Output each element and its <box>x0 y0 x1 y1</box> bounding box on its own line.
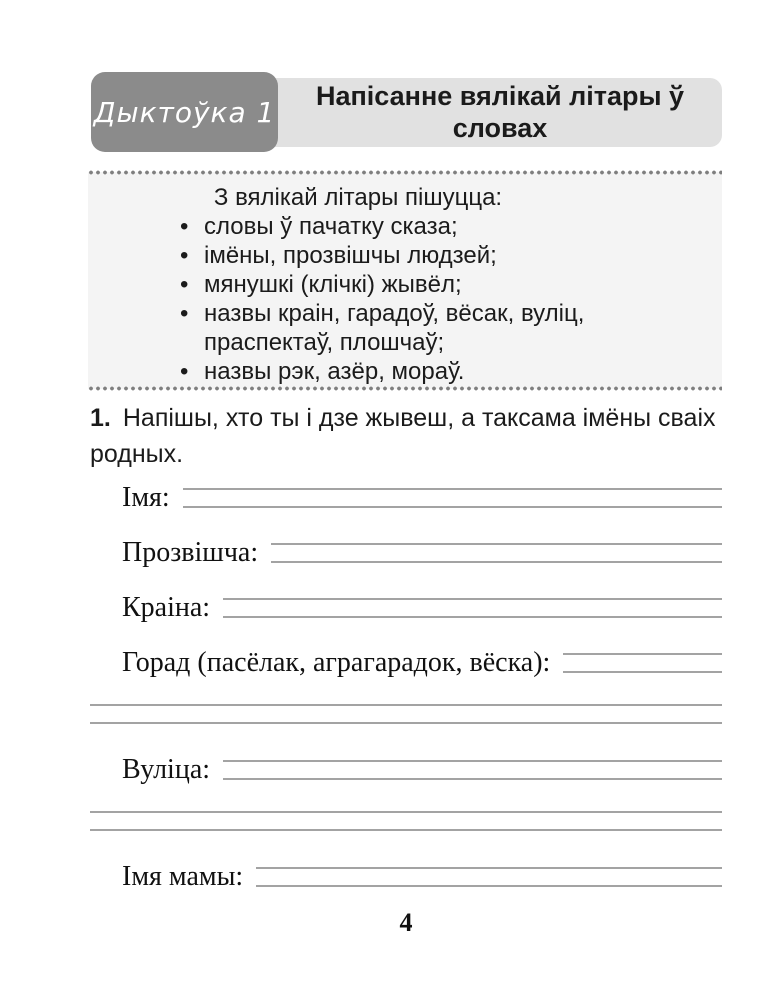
writing-line <box>563 653 722 673</box>
rules-heading: З вялікай літары пішуцца: <box>213 184 503 211</box>
form-field-row <box>90 481 722 515</box>
rules-list-item: • назвы рэк, азёр, мораў. <box>180 357 632 386</box>
rules-list <box>180 212 632 386</box>
lesson-header <box>91 72 722 152</box>
form-field-row <box>90 646 722 680</box>
rules-list-item: • назвы краін, гарадоў, вёсак, вуліц, праспектаў, плошчаў; <box>180 299 632 357</box>
continuation-writing-line <box>90 704 722 724</box>
lesson-title: Напісанне вялікай літары ў словах <box>315 80 685 143</box>
continuation-writing-line <box>90 811 722 831</box>
exercise-number: 1. <box>90 404 111 432</box>
form-field-row <box>90 860 722 894</box>
rules-list-item: • мянушкі (клічкі) жывёл; <box>180 270 632 299</box>
field-label: Горад (пасёлак, аграгарадок, вёска): <box>122 647 551 678</box>
field-label: Вуліца: <box>122 754 211 785</box>
rules-list-item: • словы ў пачатку сказа; <box>180 212 632 241</box>
field-label: Імя мамы: <box>122 861 244 892</box>
writing-line <box>90 811 722 831</box>
exercise-prompt <box>90 400 722 472</box>
form-field-row <box>90 753 722 787</box>
writing-line <box>223 760 722 780</box>
form-field-row <box>90 591 722 625</box>
page-number: 4 <box>399 908 413 937</box>
dictation-number-label: Дыктоўка 1 <box>93 95 276 129</box>
rules-box <box>88 172 722 389</box>
answer-form <box>90 468 722 894</box>
writing-line <box>90 704 722 724</box>
writing-line <box>183 488 722 508</box>
field-label: Краіна: <box>122 592 211 623</box>
rules-list-item: • імёны, прозвішчы людзей; <box>180 241 632 270</box>
writing-line <box>271 543 722 563</box>
exercise-text: Напішы, хто ты і дзе жывеш, а таксама імёны сваіх родных. <box>90 404 716 468</box>
field-label: Імя: <box>122 482 170 513</box>
dictation-number-tab <box>91 72 278 152</box>
writing-line <box>256 867 722 887</box>
writing-line <box>223 598 722 618</box>
field-label: Прозвішча: <box>122 537 259 568</box>
form-field-row <box>90 536 722 570</box>
